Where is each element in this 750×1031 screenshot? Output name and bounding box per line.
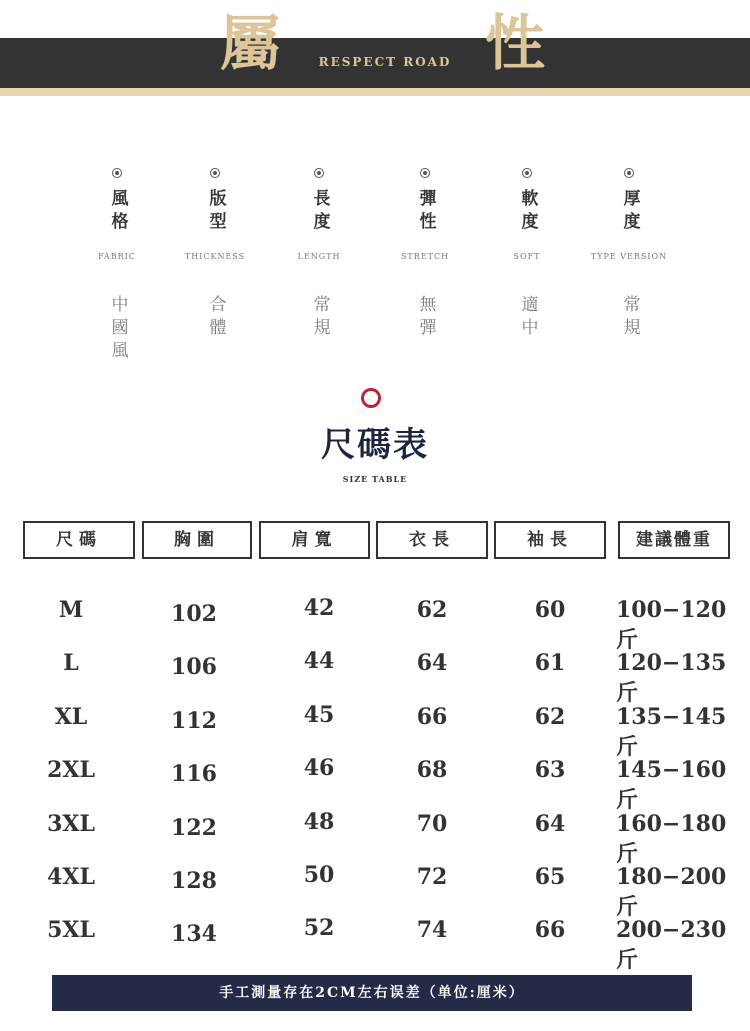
table-cell: 100−120斤 <box>616 597 727 653</box>
table-cell: 46 <box>303 755 335 781</box>
attribute-english: LENGTH <box>297 252 341 261</box>
dot-icon <box>314 168 324 178</box>
header-subtitle: RESPECT ROAD <box>318 55 452 69</box>
table-cell: 116 <box>171 761 217 787</box>
table-cell: L <box>63 650 79 676</box>
table-cell: 50 <box>303 862 335 888</box>
attribute-english: FABRIC <box>98 252 136 261</box>
table-cell: 60 <box>534 597 566 623</box>
attribute-english: TYPE VERSION <box>590 252 668 261</box>
table-cell: 62 <box>534 704 566 730</box>
attribute-label: 版型 <box>205 189 226 235</box>
dot-icon <box>210 168 220 178</box>
footer-note: 手工測量存在2CM左右误差（单位:厘米） <box>52 975 692 1011</box>
attribute-label: 軟度 <box>517 189 538 235</box>
table-cell: 45 <box>303 702 335 728</box>
header-stripe <box>0 88 750 96</box>
table-cell: 65 <box>534 864 566 890</box>
attribute-label: 風格 <box>107 189 128 235</box>
attribute-value: 合體 <box>205 295 226 341</box>
table-cell: 66 <box>534 917 566 943</box>
attribute-value: 無彈 <box>415 295 436 341</box>
table-header-shoulder: 肩寬 <box>259 521 370 559</box>
attribute-column <box>165 168 265 345</box>
dot-icon <box>624 168 634 178</box>
table-cell: 64 <box>534 811 566 837</box>
attribute-column <box>579 168 679 345</box>
circle-icon <box>361 388 381 408</box>
table-cell: 2XL <box>47 757 95 783</box>
table-cell: 63 <box>534 757 566 783</box>
table-cell: 200−230斤 <box>616 917 727 973</box>
table-header-length: 衣長 <box>376 521 488 559</box>
attribute-column <box>67 168 167 368</box>
table-header-chest: 胸圍 <box>142 521 252 559</box>
table-cell: 70 <box>416 811 448 837</box>
attribute-column <box>477 168 577 345</box>
size-table-title: 尺碼表 <box>321 425 429 465</box>
table-cell: 160−180斤 <box>616 811 727 867</box>
header-char-right: 性 <box>485 9 545 79</box>
table-cell: 145−160斤 <box>616 757 727 813</box>
table-cell: 68 <box>416 757 448 783</box>
table-cell: 135−145斤 <box>616 704 727 760</box>
table-cell: 3XL <box>47 811 95 837</box>
table-cell: 42 <box>303 595 335 621</box>
attribute-english: STRETCH <box>400 252 450 261</box>
attribute-value: 常規 <box>619 295 640 341</box>
table-cell: XL <box>54 704 88 730</box>
header-char-left: 屬 <box>220 9 280 79</box>
table-cell: 4XL <box>47 864 95 890</box>
table-cell: 48 <box>303 809 335 835</box>
size-table-subtitle: SIZE TABLE <box>342 474 408 484</box>
table-cell: 122 <box>171 815 217 841</box>
table-cell: 64 <box>416 650 448 676</box>
attribute-label: 厚度 <box>619 189 640 235</box>
attribute-label: 長度 <box>309 189 330 235</box>
dot-icon <box>420 168 430 178</box>
table-cell: 102 <box>171 601 217 627</box>
table-cell: 52 <box>303 915 335 941</box>
table-cell: 120−135斤 <box>616 650 727 706</box>
attribute-column <box>269 168 369 345</box>
table-header-weight: 建議體重 <box>618 521 730 559</box>
attribute-value: 常規 <box>309 295 330 341</box>
table-cell: 72 <box>416 864 448 890</box>
table-cell: 74 <box>416 917 448 943</box>
table-cell: 62 <box>416 597 448 623</box>
attribute-label: 彈性 <box>415 189 436 235</box>
table-cell: 66 <box>416 704 448 730</box>
attribute-english: SOFT <box>513 252 541 261</box>
table-header-sleeve: 袖長 <box>494 521 606 559</box>
dot-icon <box>112 168 122 178</box>
table-cell: 106 <box>171 654 217 680</box>
table-cell: 44 <box>303 648 335 674</box>
attribute-english: THICKNESS <box>184 252 246 261</box>
table-cell: 61 <box>534 650 566 676</box>
table-header-size: 尺碼 <box>23 521 135 559</box>
table-cell: 134 <box>171 921 217 947</box>
attribute-value: 適中 <box>517 295 538 341</box>
table-cell: 128 <box>171 868 217 894</box>
table-cell: 5XL <box>47 917 95 943</box>
table-cell: 112 <box>171 708 217 734</box>
attribute-column <box>375 168 475 345</box>
table-cell: M <box>58 597 84 623</box>
table-cell: 180−200斤 <box>616 864 727 920</box>
attribute-value: 中國風 <box>107 295 128 364</box>
dot-icon <box>522 168 532 178</box>
